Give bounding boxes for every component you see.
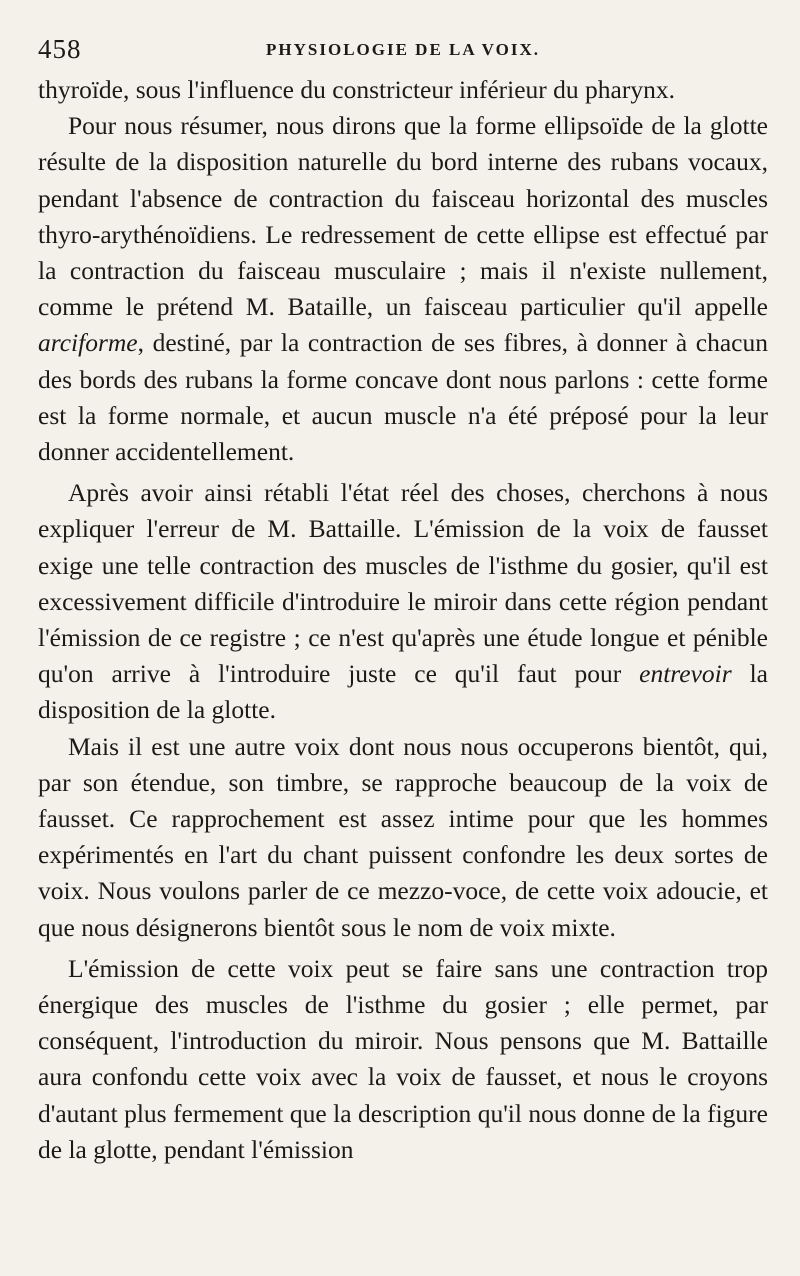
paragraph [38,475,768,728]
text-run: thyroïde, sous l'influence du constricteur inférieur du pharynx. [38,75,675,104]
page-number: 458 [38,34,82,64]
text-run: la disposition de la glotte. [38,659,768,725]
page-header [38,34,768,72]
paragraph [38,108,768,470]
paragraph [38,729,768,946]
text-run: , destiné, par la contraction de ses fibres, à donner à chacun des bords des rubans la forme concave dont nous parlons : cette forme est la forme normale, et aucun muscle n'a été préposé pour la leur donner accidentellement. [38,328,768,467]
text-run: Après avoir ainsi rétabli l'état réel des choses, cherchons à nous expliquer l'erreur de M. Battaille. L'émission de la voix de fausset exige une telle contraction des muscles de l'isthme du gosier, qu'il est excessivement difficile d'introduire le miroir dans cette région pendant l'émission de ce registre ; ce n'est qu'après une étude longue et pénible qu'on arrive à l'introduire juste ce qu'il faut pour [38,478,768,689]
text-run: Pour nous résumer, nous dirons que la forme ellipsoïde de la glotte résulte de la disposition naturelle du bord interne des rubans vocaux, pendant l'absence de contraction du faisceau horizontal des muscles thyro-arythénoïdiens. Le redressement de cette ellipse est effectué par la contraction du faisceau musculaire ; mais il n'existe nullement, comme le prétend M. Bataille, un faisceau particulier qu'il appelle [38,111,768,322]
running-head: PHYSIOLOGIE DE LA VOIX. [266,40,540,59]
body-text [38,72,768,1168]
paragraph [38,951,768,1168]
text-run: Mais il est une autre voix dont nous nous occuperons bientôt, qui, par son étendue, son timbre, se rapproche beaucoup de la voix de fausset. Ce rapprochement est assez intime pour que les hommes expérimentés en l'art du chant puissent confondre les deux sortes de voix. Nous voulons parler de ce mezzo-voce, de cette voix adoucie, et que nous désignerons bientôt sous le nom de voix mixte. [38,731,768,942]
italic-term: entrevoir [639,659,732,689]
italic-term: arciforme [38,328,138,358]
text-run: L'émission de cette voix peut se faire sans une contraction trop énergique des muscles de l'isthme du gosier ; elle permet, par conséquent, l'introduction du miroir. Nous pensons que M. Battaille aura confondu cette voix avec la voix de fausset, et nous le croyons d'autant plus fermement que la description qu'il nous donne de la figure de la glotte, pendant l'émission [38,953,768,1164]
paragraph [38,72,768,108]
